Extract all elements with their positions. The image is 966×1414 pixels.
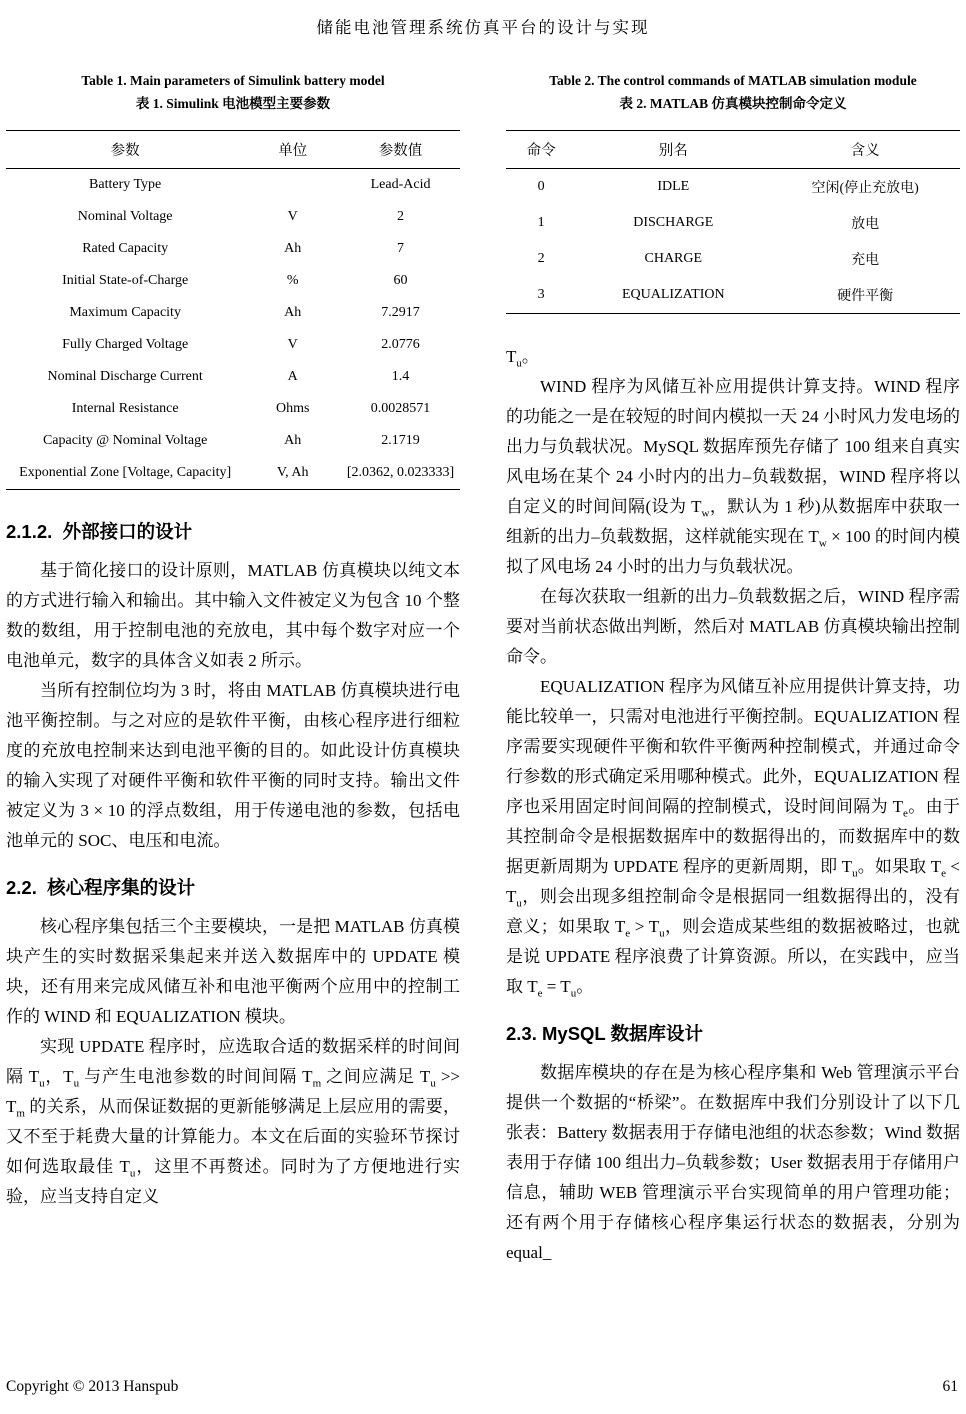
page-footer (6, 1378, 958, 1396)
subscript: u (39, 1077, 45, 1090)
table2 (506, 130, 960, 314)
table-cell: 2 (397, 208, 405, 224)
subscript: u (430, 1077, 436, 1090)
table-cell: 2.1719 (381, 432, 420, 448)
right-text-blocks (506, 342, 960, 1268)
section-heading: 2.3. MySQL 数据库设计 (506, 1022, 704, 1044)
table-row (6, 233, 460, 265)
table1-caption (6, 70, 460, 116)
paragraph: 数据库模块的存在是为核心程序集和 Web 管理演示平台提供一个数据的“桥梁”。在数据库中我们分别设计了以下几张表：Battery 数据表用于存储电池组的状态参数；Wind 数据表用于存储 100 组出力–负载参数；User 数据表用于存储用户信息，辅助 WEB 管理演示平台实现简单的用户管理功能；还有两个用于存储核心程序集运行状态的数据表，分别为 equal_ (506, 1062, 960, 1262)
table-cell: Lead-Acid (370, 176, 431, 192)
table-cell: Internal Resistance (71, 400, 179, 416)
column-header: 命令 (506, 130, 576, 168)
subscript: u (516, 357, 522, 370)
subscript: u (73, 1077, 80, 1090)
paragraph: 实现 UPDATE 程序时，应选取合适的数据采样的时间间隔 $T_u$，$T_u$ 与产生电池参数的时间间隔 $T_m$ 之间应满足 $T_u >> T_m$ 的关系，从而保证数据的更新能够满足上层应用的需要，又不至于耗费大量的计算能力。本文在后面的实验环节探讨如何选取最佳 $T_u$，这里不再赘述。同时为了方便地进行实验，应当支持自定义 (6, 1036, 460, 1206)
table-row (6, 457, 460, 490)
subscript: e (625, 927, 631, 940)
content-columns (6, 70, 960, 1268)
table-cell: Ohms (275, 400, 310, 416)
table2-caption (506, 70, 960, 116)
table-cell: Rated Capacity (82, 240, 169, 256)
table-cell: % (286, 272, 299, 288)
table2-caption-en: Table 2. The control commands of MATLAB simulation module (549, 73, 917, 88)
paragraph: 在每次获取一组新的出力–负载数据之后，WIND 程序需要对当前状态做出判断，然后对 MATLAB 仿真模块输出控制命令。 (506, 586, 960, 666)
table-cell: V (287, 336, 298, 352)
table-cell: Maximum Capacity (69, 304, 181, 320)
table-row (6, 265, 460, 297)
table-cell: 1 (537, 214, 545, 230)
table-cell: 硬件平衡 (770, 277, 960, 314)
table-row (506, 241, 960, 277)
table-cell: 0 (537, 178, 545, 194)
table-cell: 放电 (851, 216, 880, 232)
subscript: e (903, 807, 908, 820)
subscript: e (941, 867, 947, 880)
table1-caption-zh: 表 1. Simulink 电池模型主要参数 (135, 95, 331, 111)
table-cell: Ah (284, 304, 302, 320)
paragraph: 核心程序集包括三个主要模块，一是把 MATLAB 仿真模块产生的实时数据采集起来并送入数据库中的 UPDATE 模块，还有用来完成风储互补和电池平衡两个应用中的控制工作的 WIND 和 EQUALIZATION 模块。 (6, 916, 460, 1026)
table-cell: Ah (284, 432, 302, 448)
column-header: 别名 (576, 130, 770, 168)
subscript: m (16, 1107, 25, 1120)
subscript: u (570, 987, 577, 1000)
table-cell: Exponential Zone [Voltage, Capacity] (6, 457, 244, 490)
paragraph: $T_u$。 (506, 346, 539, 370)
section-heading: 2.1.2. 外部接口的设计 (6, 520, 193, 542)
table-cell: 2 (537, 250, 545, 266)
table-cell: DISCHARGE (633, 214, 714, 230)
table-row (506, 168, 960, 205)
paragraph: 基于简化接口的设计原则，MATLAB 仿真模块以纯文本的方式进行输入和输出。其中输入文件被定义为包含 10 个整数的数组，用于控制电池的充放电，其中每个数字对应一个电池单元，数字的具体含义如表 2 所示。 (6, 560, 460, 670)
table-row (506, 205, 960, 241)
table-cell: 60 (393, 272, 408, 288)
table-row (506, 277, 960, 314)
table-cell: IDLE (657, 178, 690, 194)
table-cell: Initial State-of-Charge (62, 272, 189, 288)
subscript: u (129, 1167, 136, 1180)
paragraph: WIND 程序为风储互补应用提供计算支持。WIND 程序的功能之一是在较短的时间内模拟一天 24 小时风力发电场的出力与负载状况。MySQL 数据库预先存储了 100 组来自真实风电场在某个 24 小时内的出力–负载数据，WIND 程序将以自定义的时间间隔(设为 $T_w$，默认为 1 秒)从数据库中获取一组新的出力–负载数据，这样就能实现在 $T_w \times 100$ 的时间内模拟了风电场 24 小时的出力与负载状况。 (506, 376, 960, 576)
table1-header-row (6, 130, 460, 168)
subscript: w (701, 507, 710, 520)
table-cell: V (287, 208, 298, 224)
subscript: m (312, 1077, 322, 1090)
table-cell: 7.2917 (381, 304, 420, 320)
table-row (6, 393, 460, 425)
table-cell: V, Ah (244, 457, 341, 490)
table-cell: Ah (284, 240, 302, 256)
column-header: 参数 (6, 130, 244, 168)
right-column (506, 70, 960, 1268)
table-cell: 充电 (851, 252, 880, 268)
table-cell: CHARGE (644, 250, 703, 266)
table-cell: Capacity @ Nominal Voltage (42, 432, 208, 448)
table-row (6, 329, 460, 361)
column-header: 单位 (244, 130, 341, 168)
table2-header-row (506, 130, 960, 168)
table-cell: 7 (397, 240, 405, 256)
table-cell: Nominal Discharge Current (47, 368, 203, 384)
table-cell: 2.0776 (381, 336, 420, 352)
paragraph: 当所有控制位均为 3 时，将由 MATLAB 仿真模块进行电池平衡控制。与之对应的是软件平衡，由核心程序进行细粒度的充放电控制来达到电池平衡的目的。如此设计仿真模块的输入实现了对硬件平衡和软件平衡的同时支持。输出文件被定义为 3 × 10 的浮点数组，用于传递电池的参数，包括电池单元的 SOC、电压和电流。 (6, 680, 460, 850)
page-title: 储能电池管理系统仿真平台的设计与实现 (316, 18, 650, 37)
table2-caption-zh: 表 2. MATLAB 仿真模块控制命令定义 (619, 95, 847, 111)
table-row (6, 168, 460, 201)
table-row (6, 297, 460, 329)
table-row (6, 201, 460, 233)
table-cell: A (287, 368, 298, 384)
table1-caption-en: Table 1. Main parameters of Simulink battery model (81, 73, 385, 88)
paragraph: EQUALIZATION 程序为风储互补应用提供计算支持，功能比较单一，只需对电池进行平衡控制。EQUALIZATION 程序需要实现硬件平衡和软件平衡两种控制模式，并通过命令行参数的形式确定采用哪种模式。此外，EQUALIZATION 程序也采用固定时间间隔的控制模式，设时间间隔为 $T_e$。由于其控制命令是根据数据库中的数据得出的，而数据库中的数据更新周期为 UPDATE 程序的更新周期，即 $T_u$。如果取 $T_e < T_u$，则会出现多组控制命令是根据同一组数据得出的，没有意义；如果取 $T_e > T_u$，则会造成某些组的数据被略过，也就是说 UPDATE 程序浪费了计算资源。所以，在实践中，应当取 $T_e = T_u$。 (506, 676, 961, 1000)
table-cell (244, 168, 341, 201)
table-cell: 0.0028571 (370, 400, 431, 416)
table-cell: 空闲(停止充放电) (811, 180, 919, 196)
copyright-text: Copyright © 2013 Hanspub (6, 1378, 179, 1395)
table-row (6, 361, 460, 393)
subscript: u (516, 897, 522, 910)
table-cell: EQUALIZATION (576, 277, 770, 314)
table-cell: [2.0362, 0.023333] (341, 457, 460, 490)
left-text-blocks (6, 518, 460, 1212)
column-header: 含义 (770, 130, 960, 168)
table-cell: Nominal Voltage (77, 208, 173, 224)
table-cell: Battery Type (89, 176, 162, 192)
table1 (6, 130, 460, 490)
table-row (6, 425, 460, 457)
table-cell: 1.4 (391, 368, 410, 384)
left-column (6, 70, 460, 1268)
section-heading: 2.2. 核心程序集的设计 (6, 876, 196, 898)
table-cell: 3 (506, 277, 576, 314)
subscript: u (659, 927, 665, 940)
subscript: w (818, 537, 827, 550)
table-cell: Fully Charged Voltage (62, 336, 189, 352)
subscript: e (537, 987, 543, 1000)
column-header: 参数值 (341, 130, 460, 168)
subscript: u (852, 867, 858, 880)
page-number: 61 (942, 1378, 958, 1395)
